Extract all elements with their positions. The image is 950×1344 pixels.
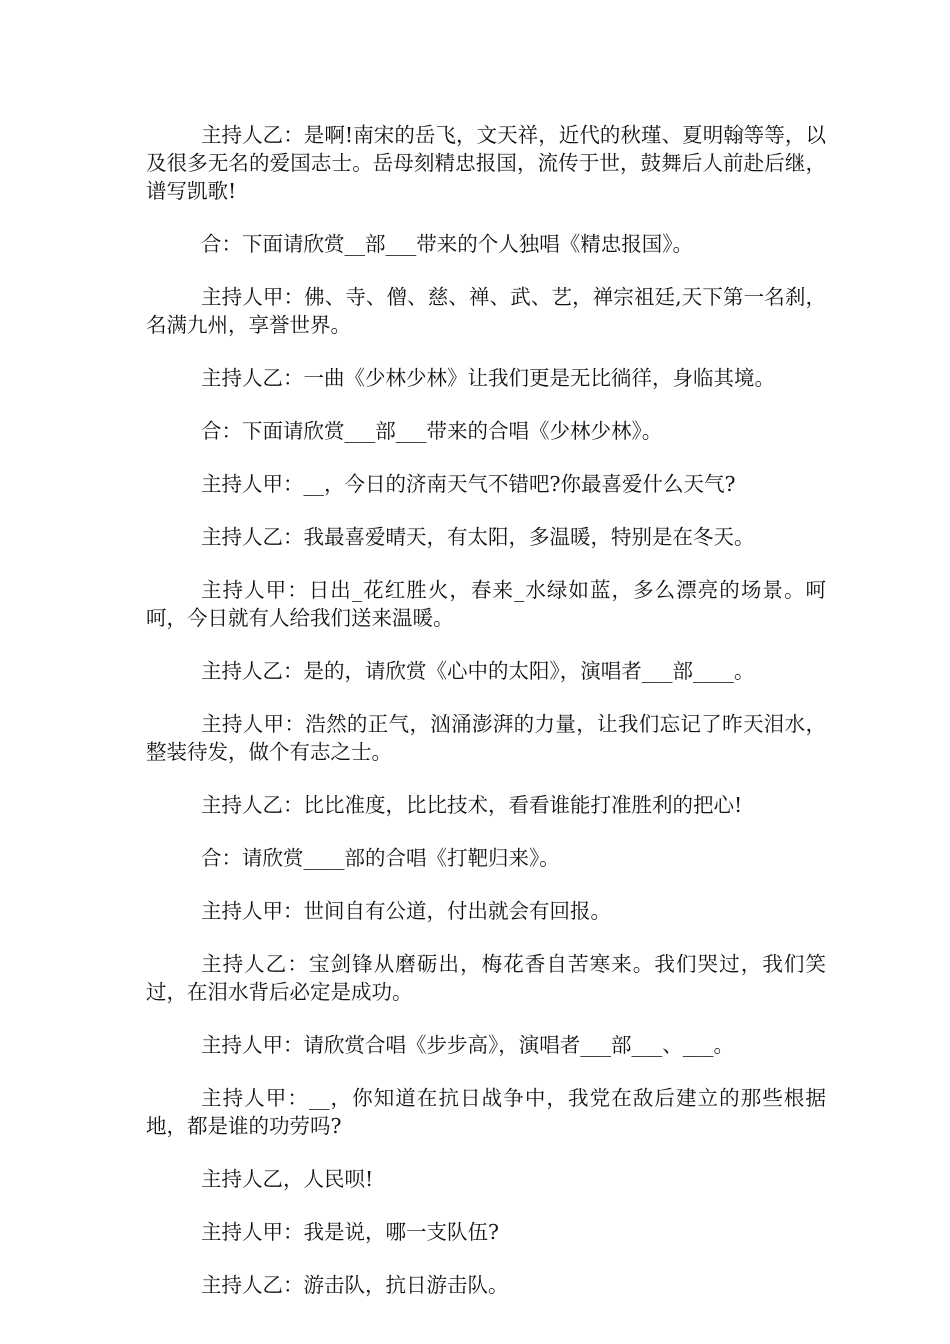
- paragraph: 合：下面请欣赏__部___带来的个人独唱《精忠报国》。: [201, 232, 693, 256]
- paragraph: 合：下面请欣赏___部___带来的合唱《少林少林》。: [201, 419, 663, 443]
- paragraph: 主持人乙：宝剑锋从磨砺出，梅花香自苦寒来。我们哭过，我们笑过，在泪水背后必定是成功。: [146, 952, 826, 1004]
- paragraph: 主持人甲：__，你知道在抗日战争中，我党在敌后建立的那些根据地，都是谁的功劳吗?: [146, 1086, 826, 1138]
- paragraph: 主持人甲：佛、寺、僧、慈、禅、武、艺，禅宗祖廷,天下第一名刹，名满九州，享誉世界。: [146, 285, 826, 337]
- paragraph: 主持人甲：日出_花红胜火，春来_水绿如蓝，多么漂亮的场景。呵呵，今日就有人给我们送来温暖。: [146, 578, 826, 630]
- paragraph: 主持人甲：世间自有公道，付出就会有回报。: [201, 899, 611, 923]
- paragraph: 主持人甲：请欣赏合唱《步步高》，演唱者___部___、___。: [201, 1033, 734, 1057]
- paragraph: 主持人乙，人民呗!: [201, 1167, 374, 1191]
- document-body: [146, 121, 826, 1324]
- paragraph: 主持人乙：是啊!南宋的岳飞，文天祥，近代的秋瑾、夏明翰等等，以及很多无名的爱国志士。岳母刻精忠报国，流传于世，鼓舞后人前赴后继，谱写凯歌!: [146, 123, 826, 203]
- paragraph: 主持人乙：比比准度，比比技术，看看谁能打准胜利的把心!: [201, 793, 743, 817]
- paragraph: 主持人乙：一曲《少林少林》让我们更是无比徜徉，身临其境。: [201, 366, 775, 390]
- paragraph: 主持人甲：浩然的正气，汹涌澎湃的力量，让我们忘记了昨天泪水，整装待发，做个有志之士。: [146, 712, 826, 764]
- paragraph: 主持人乙：游击队，抗日游击队。: [201, 1273, 509, 1297]
- paragraph: 主持人甲：我是说，哪一支队伍?: [201, 1220, 499, 1244]
- paragraph: 合：请欣赏____部的合唱《打靶归来》。: [201, 846, 560, 870]
- paragraph: 主持人乙：我最喜爱晴天，有太阳，多温暖，特别是在冬天。: [201, 525, 755, 549]
- paragraph: 主持人乙：是的，请欣赏《心中的太阳》，演唱者___部____。: [201, 659, 755, 683]
- paragraph: 主持人甲：__，今日的济南天气不错吧?你最喜爱什么天气?: [201, 472, 736, 496]
